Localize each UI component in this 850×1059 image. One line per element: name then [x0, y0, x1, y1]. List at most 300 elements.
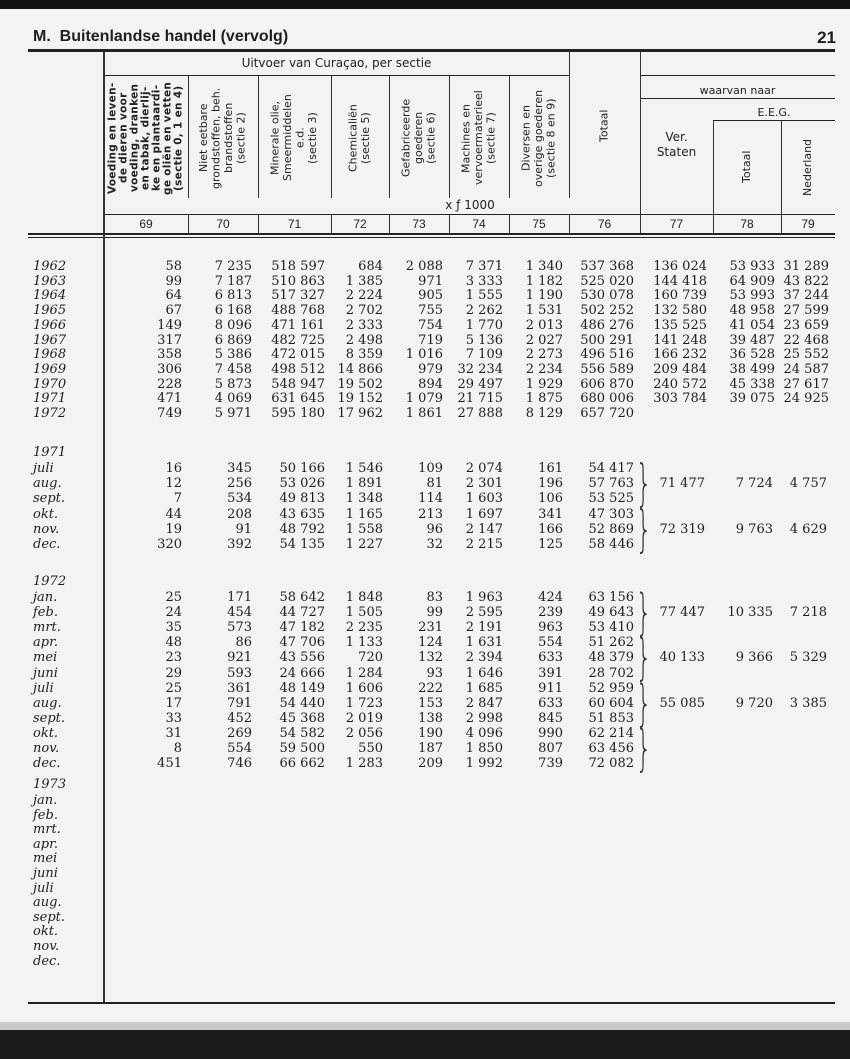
header-line: Diversen en [519, 104, 533, 172]
annual-row-label: 1966 [33, 317, 67, 333]
annual-row-cell: 488 768 [271, 303, 325, 319]
annual-row-cell: 228 [157, 376, 182, 392]
annual-row-cell: 482 725 [271, 332, 325, 348]
month-row-cell: 35 [165, 620, 182, 636]
month-row-cell: 31 [165, 725, 182, 741]
annual-row-label: 1968 [33, 347, 67, 363]
annual-row-cell: 53 993 [729, 288, 775, 304]
header-line: Chemicaliën [346, 104, 360, 172]
header-line: Totaal [597, 109, 611, 143]
month-row-label: jan. [33, 590, 58, 605]
month-row-cell: 1 646 [465, 665, 503, 681]
month-row-label: aug. [33, 476, 62, 492]
annual-row-cell: 631 645 [271, 391, 325, 407]
month-row-cell: 171 [227, 590, 252, 605]
annual-row-cell: 48 958 [729, 303, 775, 319]
annual-row-cell: 303 784 [653, 391, 707, 407]
annual-row-cell: 144 418 [653, 273, 707, 289]
column-header [713, 123, 781, 211]
month-label: aug. [33, 895, 62, 911]
header-line: Minerale olie, [268, 101, 282, 175]
month-row-cell: 454 [227, 605, 252, 621]
quarter-cell: 77 447 [659, 605, 705, 621]
annual-row-cell: 14 866 [337, 361, 383, 377]
rule-top [28, 49, 835, 52]
annual-row-cell: 7 187 [214, 273, 252, 289]
month-label: apr. [33, 836, 58, 852]
annual-row-cell: 64 909 [729, 273, 775, 289]
rule-double-2 [28, 237, 835, 238]
annual-row-cell: 7 458 [214, 361, 252, 377]
month-row-cell: 28 702 [588, 665, 634, 681]
month-row-cell: 1 891 [345, 476, 383, 492]
annual-row-cell: 53 933 [729, 259, 775, 274]
annual-row-cell: 39 487 [729, 332, 775, 348]
month-row-cell: 1 606 [345, 680, 383, 696]
month-row-cell: 1 348 [345, 491, 383, 507]
month-row-cell: 7 [173, 491, 182, 507]
month-row-cell: 1 558 [345, 521, 383, 537]
month-row-label: sept. [33, 491, 66, 507]
section-title: Buitenlandse handel (vervolg) [59, 28, 289, 45]
quarter-cell: 7 724 [735, 476, 773, 492]
month-row-label: juli [33, 461, 54, 476]
header-line: de dieren voor [117, 92, 130, 184]
annual-row-cell: 2 013 [525, 317, 563, 333]
annual-row-cell: 684 [358, 259, 383, 274]
month-row-cell: 8 [173, 741, 182, 756]
month-row-cell: 2 147 [465, 521, 503, 537]
month-row-cell: 187 [418, 741, 443, 756]
quarter-brace-icon: } [635, 718, 652, 777]
month-row-cell: 1 963 [465, 590, 503, 605]
column-number: 78 [740, 217, 754, 231]
header-line: goederen [411, 111, 425, 165]
quarter-cell: 4 629 [789, 521, 827, 537]
column-header-text [460, 91, 498, 186]
month-row-cell: 2 235 [345, 620, 383, 636]
month-row-cell: 54 582 [279, 725, 325, 741]
quarter-cell: 55 085 [659, 695, 705, 711]
annual-row-cell: 1 340 [525, 259, 563, 274]
annual-row-cell: 894 [418, 376, 443, 392]
annual-row-label: 1970 [33, 376, 67, 392]
column-header-text [520, 89, 558, 186]
annual-row-cell: 21 715 [457, 391, 503, 407]
month-row-label: mei [33, 650, 58, 666]
annual-row-cell: 31 289 [783, 259, 829, 274]
month-label: sept. [33, 909, 66, 925]
month-row-cell: 361 [227, 680, 252, 696]
header-line: (sectie 6) [424, 112, 438, 164]
scan-edge-top [0, 0, 850, 9]
year-heading: 1972 [33, 574, 67, 589]
header-line: brandstoffen [222, 102, 235, 174]
header-line: voeding, dranken [128, 83, 141, 193]
month-row-cell: 990 [538, 725, 563, 741]
column-number: 71 [287, 217, 302, 231]
header-line: en tabak, dierlij- [139, 86, 152, 190]
annual-row-cell: 530 078 [580, 288, 634, 304]
month-row-cell: 208 [227, 506, 252, 522]
annual-row-cell: 2 262 [465, 303, 503, 319]
annual-row-cell: 4 069 [214, 391, 252, 407]
month-row-cell: 49 813 [279, 491, 325, 507]
annual-row-label: 1965 [33, 303, 67, 319]
month-label: jan. [33, 793, 58, 808]
annual-row-cell: 7 235 [214, 259, 252, 274]
unit-label: x ƒ 1000 [445, 198, 495, 212]
annual-row-cell: 1 861 [405, 406, 443, 421]
annual-row-cell: 27 599 [783, 303, 829, 319]
column-number: 70 [216, 217, 230, 231]
annual-row-cell: 472 015 [271, 347, 325, 363]
column-number: 77 [669, 217, 684, 231]
annual-row-cell: 135 525 [653, 317, 707, 333]
annual-row-cell: 517 327 [271, 288, 325, 304]
annual-row-cell: 67 [165, 303, 182, 319]
annual-row-cell: 548 947 [271, 376, 325, 392]
destination-heading: waarvan naar [699, 84, 776, 97]
scan-edge-bottom [0, 1030, 850, 1059]
month-row-cell: 256 [227, 476, 252, 492]
month-row-cell: 593 [227, 665, 252, 681]
month-row-cell: 93 [426, 665, 443, 681]
quarter-brace-icon: } [635, 499, 652, 558]
annual-row-cell: 755 [418, 303, 443, 319]
month-row-cell: 33 [165, 710, 182, 726]
annual-row-label: 1964 [33, 288, 67, 304]
annual-row-cell: 23 659 [783, 317, 829, 333]
annual-row-cell: 471 [157, 391, 182, 407]
header-line: Nederland [800, 138, 814, 196]
quarter-cell: 9 366 [735, 650, 773, 666]
month-row-cell: 1 848 [345, 590, 383, 605]
month-row-cell: 44 727 [279, 605, 325, 621]
month-row-cell: 573 [227, 620, 252, 636]
quarter-cell: 3 385 [789, 695, 827, 711]
annual-row-cell: 160 739 [653, 288, 707, 304]
annual-row-cell: 209 484 [653, 361, 707, 377]
quarter-cell: 40 133 [659, 650, 705, 666]
month-row-cell: 2 301 [465, 476, 503, 492]
annual-row-cell: 132 580 [653, 303, 707, 319]
month-row-cell: 124 [418, 635, 443, 651]
annual-row-cell: 29 497 [457, 376, 503, 392]
annual-row-cell: 1 016 [405, 347, 443, 363]
month-row-cell: 153 [418, 695, 443, 711]
column-header-ver-staten [640, 130, 713, 160]
month-row-cell: 554 [538, 635, 563, 651]
month-row-cell: 2 998 [465, 710, 503, 726]
annual-row-cell: 2 333 [345, 317, 383, 333]
annual-row-cell: 657 720 [580, 406, 634, 421]
annual-row-cell: 99 [165, 273, 182, 289]
quarter-cell: 71 477 [659, 476, 705, 492]
column-header [188, 78, 258, 198]
month-row-label: nov. [33, 741, 60, 756]
annual-row-cell: 1 531 [525, 303, 563, 319]
annual-row-cell: 3 333 [465, 273, 503, 289]
annual-row-cell: 149 [157, 317, 182, 333]
month-row-cell: 1 685 [465, 680, 503, 696]
month-row-cell: 47 303 [588, 506, 634, 522]
month-row-cell: 19 [165, 521, 182, 537]
month-row-cell: 62 214 [588, 725, 634, 741]
column-header [781, 123, 835, 211]
annual-row-cell: 556 589 [580, 361, 634, 377]
month-row-cell: 114 [418, 491, 443, 507]
column-header-text [802, 138, 815, 195]
month-row-cell: 196 [538, 476, 563, 492]
header-line: e.d. [293, 127, 307, 149]
annual-row-cell: 22 468 [783, 332, 829, 348]
month-row-cell: 54 417 [588, 461, 634, 476]
month-row-cell: 17 [165, 695, 182, 711]
month-row-cell: 1 133 [345, 635, 383, 651]
month-row-cell: 58 446 [588, 537, 634, 552]
header-line: overige goederen [531, 89, 545, 187]
year-heading: 1973 [33, 777, 67, 792]
month-row-cell: 554 [227, 741, 252, 756]
month-row-cell: 166 [538, 521, 563, 537]
column-header [449, 78, 509, 198]
annual-row-cell: 36 528 [729, 347, 775, 363]
month-row-cell: 2 394 [465, 650, 503, 666]
month-label: mei [33, 851, 58, 867]
month-row-cell: 48 [165, 635, 182, 651]
column-number: 72 [353, 217, 367, 231]
month-row-cell: 391 [538, 665, 563, 681]
month-row-cell: 54 135 [279, 537, 325, 552]
column-number: 69 [139, 217, 153, 231]
month-row-cell: 921 [227, 650, 252, 666]
month-row-cell: 807 [538, 741, 563, 756]
month-row-cell: 213 [418, 506, 443, 522]
annual-row-cell: 905 [418, 288, 443, 304]
month-row-label: okt. [33, 725, 59, 741]
column-header [509, 78, 569, 198]
month-row-cell: 83 [426, 590, 443, 605]
annual-row-cell: 58 [165, 259, 182, 274]
annual-row-cell: 5 971 [214, 406, 252, 421]
header-line: Smeermiddelen [281, 94, 294, 182]
annual-row-cell: 24 925 [783, 391, 829, 407]
month-row-cell: 2 215 [465, 537, 503, 552]
month-row-cell: 96 [426, 521, 443, 537]
column-header [331, 78, 389, 198]
month-row-label: okt. [33, 506, 59, 522]
annual-row-cell: 1 190 [525, 288, 563, 304]
annual-row-cell: 2 273 [525, 347, 563, 363]
month-row-cell: 1 631 [465, 635, 503, 651]
header-line: (sectie 8 en 9) [544, 98, 558, 178]
section-letter: M. [33, 28, 51, 45]
month-row-cell: 47 706 [279, 635, 325, 651]
month-row-cell: 1 284 [345, 665, 383, 681]
rule-eeg [713, 120, 835, 121]
month-row-cell: 49 643 [588, 605, 634, 621]
month-row-cell: 51 262 [588, 635, 634, 651]
month-row-cell: 48 149 [279, 680, 325, 696]
month-row-label: mrt. [33, 620, 61, 636]
month-label: okt. [33, 924, 59, 940]
annual-row-cell: 25 552 [783, 347, 829, 363]
column-header-text [348, 104, 373, 172]
annual-row-cell: 2 224 [345, 288, 383, 304]
page-title [33, 28, 288, 46]
month-row-cell: 29 [165, 665, 182, 681]
annual-row-cell: 525 020 [580, 273, 634, 289]
header-line: Machines en [459, 103, 473, 173]
annual-row-cell: 754 [418, 317, 443, 333]
month-row-cell: 452 [227, 710, 252, 726]
annual-row-label: 1962 [33, 259, 67, 274]
year-heading: 1971 [33, 445, 67, 460]
month-row-cell: 24 666 [279, 665, 325, 681]
month-row-cell: 99 [426, 605, 443, 621]
month-row-cell: 2 847 [465, 695, 503, 711]
month-label: juli [33, 880, 54, 896]
month-row-label: juli [33, 680, 54, 696]
annual-row-cell: 37 244 [783, 288, 829, 304]
month-row-cell: 550 [358, 741, 383, 756]
month-row-cell: 23 [165, 650, 182, 666]
month-row-cell: 746 [227, 756, 252, 772]
month-row-cell: 53 026 [279, 476, 325, 492]
annual-row-cell: 1 182 [525, 273, 563, 289]
month-row-cell: 845 [538, 710, 563, 726]
annual-row-cell: 680 006 [580, 391, 634, 407]
annual-row-cell: 19 152 [337, 391, 383, 407]
month-row-label: aug. [33, 695, 62, 711]
month-row-cell: 53 410 [588, 620, 634, 636]
annual-row-cell: 510 863 [271, 273, 325, 289]
quarter-cell: 5 329 [789, 650, 827, 666]
month-row-cell: 2 191 [465, 620, 503, 636]
month-row-label: apr. [33, 635, 58, 651]
column-header [258, 78, 331, 198]
header-line: ge oliën en vetten [161, 81, 174, 195]
month-row-cell: 2 056 [345, 725, 383, 741]
month-row-label: dec. [33, 537, 61, 552]
column-header-text [270, 95, 320, 182]
rule-group [104, 75, 569, 76]
annual-row-cell: 537 368 [580, 259, 634, 274]
annual-row-cell: 39 075 [729, 391, 775, 407]
month-row-cell: 1 165 [345, 506, 383, 522]
annual-row-cell: 5 136 [465, 332, 503, 348]
rule-dest-sub [640, 98, 835, 99]
month-row-cell: 1 505 [345, 605, 383, 621]
month-row-cell: 1 283 [345, 756, 383, 772]
column-number: 74 [472, 217, 486, 231]
annual-row-label: 1967 [33, 332, 67, 348]
month-row-cell: 132 [418, 650, 443, 666]
month-row-cell: 1 697 [465, 506, 503, 522]
annual-row-label: 1972 [33, 406, 67, 421]
month-row-cell: 24 [165, 605, 182, 621]
month-row-cell: 2 019 [345, 710, 383, 726]
annual-row-cell: 496 516 [580, 347, 634, 363]
month-label: mrt. [33, 822, 61, 838]
month-row-cell: 43 635 [279, 506, 325, 522]
month-row-label: juni [33, 665, 58, 681]
month-row-cell: 47 182 [279, 620, 325, 636]
month-row-cell: 52 869 [588, 521, 634, 537]
month-row-cell: 1 227 [345, 537, 383, 552]
month-row-label: nov. [33, 521, 60, 537]
month-row-cell: 231 [418, 620, 443, 636]
annual-row-cell: 2 234 [525, 361, 563, 377]
month-row-cell: 190 [418, 725, 443, 741]
month-row-cell: 59 500 [279, 741, 325, 756]
annual-row-cell: 17 962 [337, 406, 383, 421]
month-row-cell: 1 723 [345, 695, 383, 711]
header-line: grondstoffen, beh. [209, 87, 223, 189]
month-label: nov. [33, 939, 60, 954]
annual-row-cell: 136 024 [653, 259, 707, 274]
annual-row-cell: 2 027 [525, 332, 563, 348]
month-row-label: sept. [33, 710, 66, 726]
eeg-heading: E.E.G. [757, 106, 791, 119]
month-row-cell: 45 368 [279, 710, 325, 726]
annual-row-cell: 2 088 [405, 259, 443, 274]
annual-row-cell: 719 [418, 332, 443, 348]
month-row-cell: 1 603 [465, 491, 503, 507]
rule-double-1 [28, 233, 835, 235]
rule-dest [640, 75, 835, 76]
annual-row-cell: 979 [418, 361, 443, 377]
header-line: Ver. [665, 130, 688, 144]
annual-row-cell: 1 875 [525, 391, 563, 407]
annual-row-cell: 141 248 [653, 332, 707, 348]
month-row-cell: 53 525 [588, 491, 634, 507]
annual-row-cell: 5 873 [214, 376, 252, 392]
annual-row-cell: 27 888 [457, 406, 503, 421]
annual-row-cell: 306 [157, 361, 182, 377]
column-header [569, 56, 640, 196]
month-row-cell: 791 [227, 695, 252, 711]
month-row-cell: 451 [157, 756, 182, 772]
quarter-cell: 7 218 [789, 605, 827, 621]
month-row-cell: 86 [235, 635, 252, 651]
annual-row-cell: 606 870 [580, 376, 634, 392]
month-row-cell: 12 [165, 476, 182, 492]
month-row-cell: 209 [418, 756, 443, 772]
annual-row-cell: 502 252 [580, 303, 634, 319]
month-row-cell: 52 959 [588, 680, 634, 696]
month-row-cell: 72 082 [588, 756, 634, 772]
rule-bottom [28, 1002, 835, 1004]
quarter-cell: 9 720 [735, 695, 773, 711]
month-row-cell: 48 379 [588, 650, 634, 666]
annual-row-cell: 43 822 [783, 273, 829, 289]
header-line: Gefabriceerde [399, 98, 413, 178]
annual-row-cell: 1 079 [405, 391, 443, 407]
header-line: (sectie 5) [359, 112, 372, 164]
quarter-cell: 72 319 [659, 521, 705, 537]
month-row-cell: 911 [538, 680, 563, 696]
month-row-cell: 633 [538, 650, 563, 666]
month-row-cell: 1 546 [345, 461, 383, 476]
month-row-cell: 269 [227, 725, 252, 741]
month-row-cell: 106 [538, 491, 563, 507]
annual-row-cell: 500 291 [580, 332, 634, 348]
annual-row-cell: 2 702 [345, 303, 383, 319]
header-line: (sectie 0, 1 en 4) [172, 85, 185, 191]
annual-row-cell: 5 386 [214, 347, 252, 363]
